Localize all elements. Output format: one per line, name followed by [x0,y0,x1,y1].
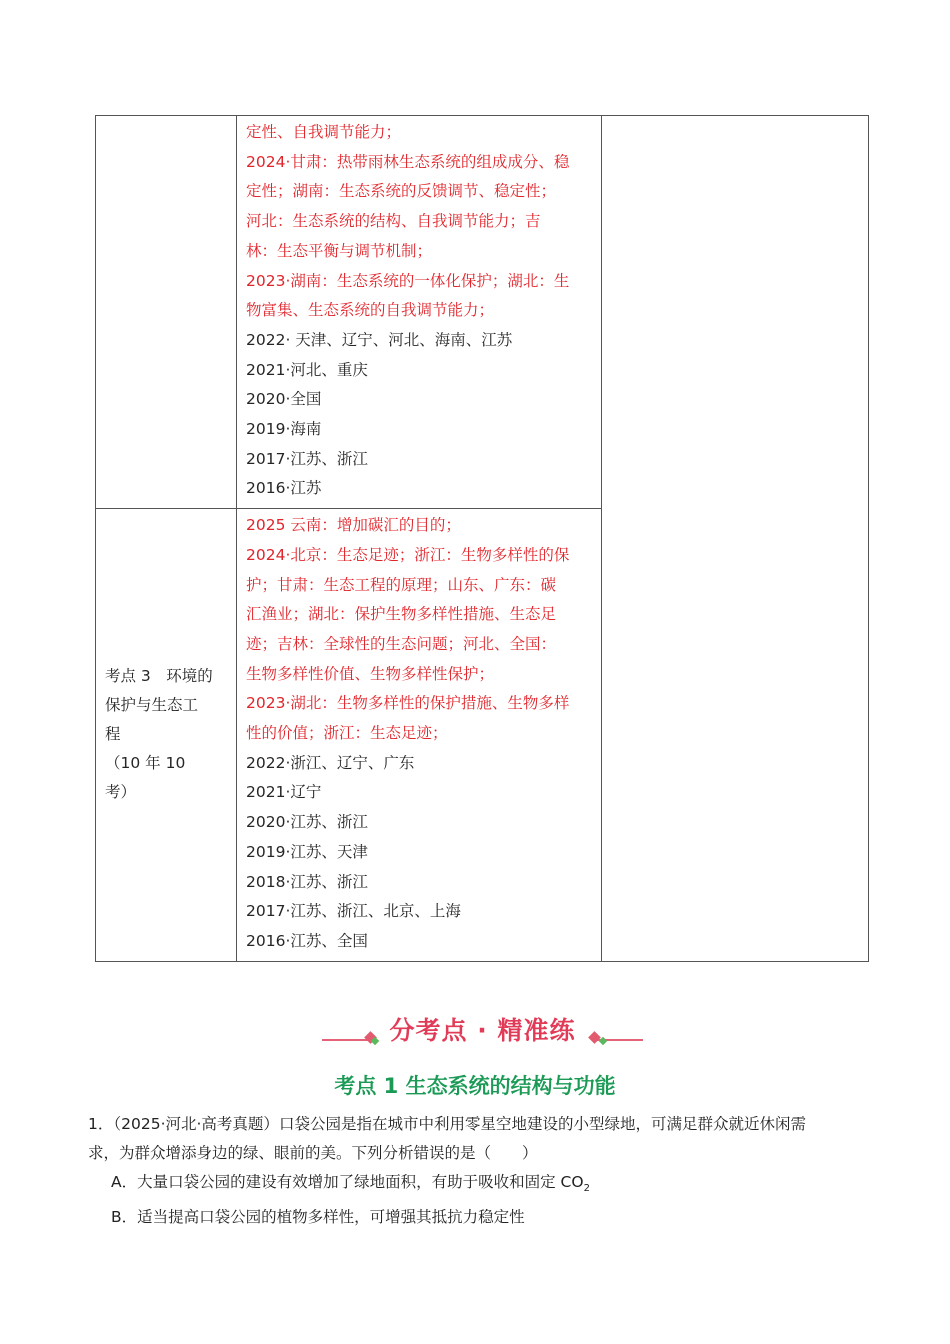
option-text: 大量口袋公园的建设有效增加了绿地面积，有助于吸收和固定 CO [137,1173,584,1191]
exam-record-line: 2017·江苏、浙江 [246,449,368,468]
exam-record-line: 护；甘肃：生态工程的原理；山东、广东：碳 [246,575,557,594]
exam-record-line: 2021·辽宁 [246,783,322,802]
exam-record-line: 2022· 天津、辽宁、河北、海南、江苏 [246,330,513,349]
exam-record-line: 性的价值；浙江：生态足迹； [246,724,448,743]
exam-record-line: 定性、自我调节能力； [246,123,402,141]
exam-record-line: 定性；湖南：生态系统的反馈调节、稳定性； [246,182,557,201]
question-text: 口袋公园是指在城市中利用零星空地建设的小型绿地，可满足群众就近休闲需 [278,1115,806,1133]
exam-record-line: 林：生态平衡与调节机制； [246,241,433,260]
topic-line: 考点 3 环境的 [105,667,213,686]
exam-record-line: 河北：生态系统的结构、自我调节能力；吉 [246,212,541,231]
exam-record-line: 2024·北京：生态足迹；浙江：生物多样性的保 [246,545,570,564]
option-label: B． [111,1208,138,1227]
section-title: 考点 1 生态系统的结构与功能 [334,1074,616,1098]
topic-line: （10 年 10 [105,754,186,773]
exam-record-line: 2019·江苏、天津 [246,842,368,861]
question-number: 1． [88,1115,114,1133]
exam-record-line: 2020·江苏、浙江 [246,813,368,832]
exam-records-list [237,509,601,961]
option-a [88,1168,863,1203]
question-block [88,1110,863,1232]
option-text: 适当提高口袋公园的植物多样性，可增强其抵抗力稳定性 [137,1208,525,1227]
exam-record-line: 2019·海南 [246,420,322,439]
question-stem-cont: 求，为群众增添身边的绿、眼前的美。下列分析错误的是（ ） [88,1144,538,1162]
exam-record-line: 2024·甘肃：热带雨林生态系统的组成成分、稳 [246,152,570,171]
exam-record-line: 2016·江苏、全国 [246,931,368,950]
exam-record-line: 2020·全国 [246,390,322,409]
option-label: A． [111,1173,138,1191]
topic-cell-empty [96,116,237,509]
exam-record-line: 2016·江苏 [246,479,322,498]
exam-records-cell [237,509,602,962]
question-source: （2025·河北·高考真题） [113,1115,279,1133]
subscript: 2 [583,1183,590,1195]
exam-topic-table [95,115,869,962]
topic-line: 考） [105,783,137,802]
table-row [96,116,869,509]
question-stem [88,1110,863,1139]
exam-record-line: 2025 云南：增加碳汇的目的； [246,516,461,535]
notes-cell [602,116,869,962]
exam-record-line: 汇渔业；湖北：保护生物多样性措施、生态足 [246,605,557,624]
topic-cell [96,509,237,962]
exam-record-line: 2022·浙江、辽宁、广东 [246,753,415,772]
banner-title: 分考点 · 精准练 [389,1016,576,1045]
exam-record-line: 2021·河北、重庆 [246,360,368,379]
exam-record-line: 物富集、生态系统的自我调节能力； [246,301,495,320]
exam-records-cell [237,116,602,509]
exam-record-line: 2017·江苏、浙江、北京、上海 [246,902,461,921]
topic-line: 保护与生态工 [105,696,199,715]
section-banner [320,1010,645,1052]
option-b [88,1203,863,1232]
exam-record-line: 2023·湖南：生态系统的一体化保护；湖北：生 [246,271,570,290]
exam-record-line: 迹；吉林：全球性的生态问题；河北、全国： [246,634,557,653]
exam-record-line: 2018·江苏、浙江 [246,872,368,891]
topic-line: 程 [105,725,121,744]
exam-record-line: 2023·湖北：生物多样性的保护措施、生物多样 [246,694,570,713]
exam-records-list [237,116,601,508]
exam-record-line: 生物多样性价值、生物多样性保护； [246,664,495,683]
